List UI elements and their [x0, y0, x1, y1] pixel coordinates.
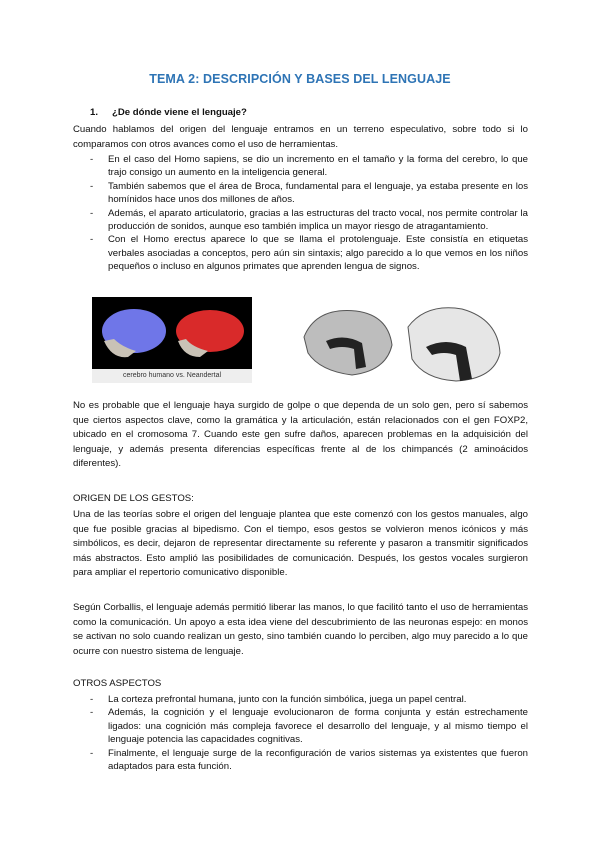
bullet-text: Además, el aparato articulatorio, gracias a las estructuras del tracto vocal, nos permite controlar la producción de sonidos, aunque eso también implica un mayor riesgo de atragantamiento. [108, 207, 528, 233]
list-item [73, 233, 528, 273]
bullet-text: Además, la cognición y el lenguaje evolucionaron de forma conjunta y están estrechamente ligados: una cognición más compleja favorece el desarrollo del lenguaje, y al mismo tiempo el lenguaje potencia las capacidades cognitivas. [108, 707, 528, 746]
corballis-paragraph: Según Corballis, el lenguaje además permitió liberar las manos, lo que facilitó tanto el uso de herramientas como la comunicación. Un apoyo a esta idea viene del descubrimiento de las neuronas espejo: en monos se activan no solo cuando realizan un gesto, sino también cuando lo perciben, algo muy parecido a lo que ocurre con nuestro sistema de lenguaje. [73, 602, 528, 657]
bullet-text: La corteza prefrontal humana, junto con la función simbólica, juega un papel central. [108, 694, 467, 705]
bullet-text: Con el Homo erectus aparece lo que se llama el protolenguaje. Este consistía en etiquetas verbales asociadas a conceptos, pero aún sin sintaxis; algo parecido a lo que vemos en los niños pequeños o incluso en algunos primates que aprenden lengua de signos. [108, 234, 528, 273]
list-item [73, 706, 528, 746]
skull-comparison-image [92, 297, 252, 383]
list-item [73, 747, 528, 774]
section-number: 1. [90, 107, 99, 118]
list-item [73, 180, 528, 207]
list-item [73, 207, 528, 234]
other-aspects-list [73, 693, 528, 773]
section-heading-text: ¿De dónde viene el lenguaje? [112, 107, 247, 118]
other-aspects-heading: OTROS ASPECTOS [73, 678, 162, 689]
vocal-tract-illustration [296, 297, 508, 383]
intro-paragraph: Cuando hablamos del origen del lenguaje entramos en un terreno especulativo, sobre todo si lo comparamos con otros avances como el uso de herramientas. [73, 124, 528, 150]
origin-bullet-list [73, 153, 528, 274]
bullet-text: En el caso del Homo sapiens, se dio un incremento en el tamaño y la forma del cerebro, lo que trajo consigo un aumento en la inteligencia general. [108, 154, 528, 179]
bullet-text: También sabemos que el área de Broca, fundamental para el lenguaje, ya estaba presente en los homínidos hace unos dos millones de años. [108, 180, 528, 206]
gestures-paragraph: Una de las teorías sobre el origen del lenguaje plantea que este comenzó con los gestos manuales, algo que fue posible gracias al bipedismo. Con el tiempo, esos gestos se volvieron menos icónicos y más simbólicos, es decir, dejaron de representar directamente su referente y pasaron a transmitir significados más abstractos. Esto amplió las posibilidades de comunicación. Después, los gestos vocales surgieron para ampliar el repertorio comunicativo disponible. [73, 509, 528, 579]
vocal-tract-comparison-image [296, 297, 508, 383]
figure-caption: cerebro humano vs. Neandertal [92, 369, 252, 383]
skulls-illustration [92, 297, 252, 369]
section-heading [90, 107, 247, 118]
gestures-heading: ORIGEN DE LOS GESTOS: [73, 493, 194, 504]
foxp2-paragraph: No es probable que el lenguaje haya surgido de golpe o que dependa de un solo gen, pero sí sabemos que ciertos aspectos clave, como la gramática y la articulación, están relacionados con el gen FOXP2, ubicado en el cromosoma 7. Cuando este gen sufre daños, aparecen problemas en la adquisición del lenguaje, y además presenta diferencias específicas frente al de los chimpancés (2 aminoácidos diferentes). [73, 400, 528, 470]
list-item [73, 153, 528, 180]
list-item [73, 693, 528, 706]
page-title: TEMA 2: DESCRIPCIÓN Y BASES DEL LENGUAJE [149, 72, 451, 86]
bullet-text: Finalmente, el lenguaje surge de la reconfiguración de varios sistemas ya existentes que fueron adaptados para esta función. [108, 747, 528, 773]
